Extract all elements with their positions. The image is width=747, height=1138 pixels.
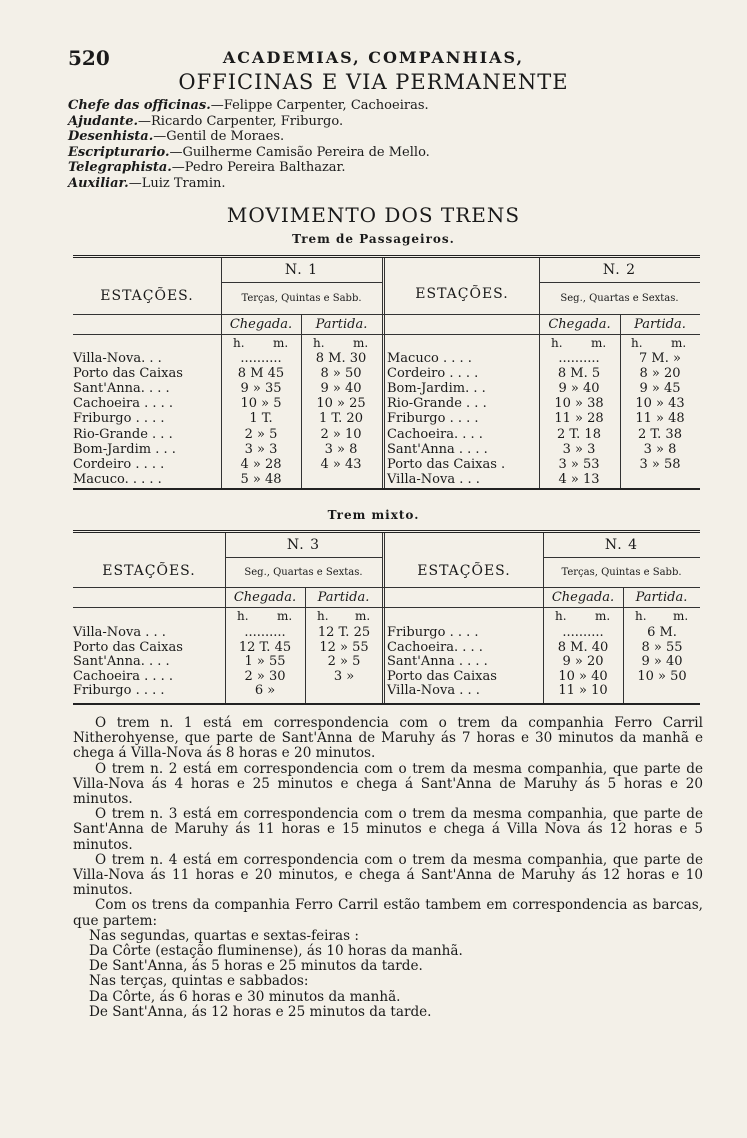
mixed-timetable xyxy=(73,530,700,705)
departure-time: 2 » 5 xyxy=(327,654,361,669)
arrival-time: 2 » 30 xyxy=(244,669,286,684)
staff-name: —Felippe Carpenter, Cachoeiras. xyxy=(210,98,429,113)
departure-time: 4 » 43 xyxy=(320,457,362,472)
arrival-time: 2 T. 18 xyxy=(557,427,601,442)
station-name: Cordeiro . . . . xyxy=(387,366,479,381)
note-paragraph: O trem n. 2 está em correspondencia com o trem da mesma companhia, que parte de Villa-Nova ás 4 horas e 25 minutos e chega á Sant'Anna de Maruhy ás 5 horas e 20 minutos. xyxy=(73,760,703,808)
arrival-time: 3 » 3 xyxy=(562,442,596,457)
arrival-time: 8 M. 40 xyxy=(557,640,609,655)
staff-entry xyxy=(68,176,728,192)
arrival-time: .......... xyxy=(244,625,286,640)
note-paragraph: Com os trens da companhia Ferro Carril estão tambem em correspondencia as barcas, que partem: xyxy=(73,897,703,929)
arrival-time: .......... xyxy=(562,625,604,640)
note-paragraph: O trem n. 1 está em correspondencia com o trem da companhia Ferro Carril Nitherohyense, que parte de Sant'Anna de Maruhy ás 7 horas e 30 minutos da manhã e chega á Villa-Nova ás 8 horas e 20 minutos. xyxy=(73,715,703,762)
arrival-time: 9 » 40 xyxy=(558,381,600,396)
stations-header: ESTAÇÕES. xyxy=(102,563,196,579)
station-name: Cachoeira . . . . xyxy=(73,669,174,684)
arrival-time: 10 » 5 xyxy=(240,396,282,411)
hour-label: h. xyxy=(555,609,567,623)
minute-label: m. xyxy=(673,609,689,623)
staff-role: Desenhista. xyxy=(68,129,154,144)
note-line: Nas terças, quintas e sabbados: xyxy=(89,973,309,990)
train-number: N. 2 xyxy=(602,262,637,278)
staff-role: Chefe das officinas. xyxy=(68,98,211,113)
staff-entry xyxy=(68,114,728,130)
station-name: Friburgo . . . . xyxy=(387,625,479,640)
arrival-time: 3 » 53 xyxy=(558,457,600,472)
arrival-time: 5 » 48 xyxy=(240,472,282,487)
stations-header: ESTAÇÕES. xyxy=(417,563,511,579)
train-days: Terças, Quintas e Sabb. xyxy=(241,293,362,304)
station-name: Villa-Nova. . . xyxy=(73,351,162,366)
minute-label: m. xyxy=(277,609,293,623)
column-rule xyxy=(543,533,544,703)
station-name: Cordeiro . . . . xyxy=(73,457,165,472)
note-paragraph: O trem n. 4 está em correspondencia com o trem da mesma companhia, que parte de Villa-Nova ás 11 horas e 20 minutos, e chega á Sant'Anna de Maruhy ás 12 horas e 10 minutos. xyxy=(73,851,703,899)
station-name: Sant'Anna. . . . xyxy=(73,654,170,669)
departure-header: Partida. xyxy=(317,590,370,605)
arrival-header: Chegada. xyxy=(229,317,293,332)
header-rule xyxy=(73,314,700,315)
passenger-subtitle: Trem de Passageiros. xyxy=(292,232,455,246)
running-title: ACADEMIAS, COMPANHIAS, xyxy=(222,48,525,67)
staff-entry xyxy=(68,145,728,161)
hour-label: h. xyxy=(551,336,563,350)
staff-name: —Ricardo Carpenter, Friburgo. xyxy=(138,113,344,129)
arrival-time: 12 T. 45 xyxy=(238,640,292,655)
arr-dep-rule xyxy=(301,314,302,488)
departure-header: Partida. xyxy=(635,590,688,605)
movement-title: MOVIMENTO DOS TRENS xyxy=(226,203,521,227)
departure-time: 11 » 48 xyxy=(635,411,685,426)
note-line: Da Côrte (estação fluminense), ás 10 horas da manhã. xyxy=(89,943,463,960)
arrival-header: Chegada. xyxy=(551,590,615,605)
train-days: Seg., Quartas e Sextas. xyxy=(560,293,679,304)
arrival-time: 9 » 35 xyxy=(240,381,282,396)
station-name: Porto das Caixas xyxy=(73,640,183,655)
departure-time: 2 » 10 xyxy=(320,427,362,442)
arrival-header: Chegada. xyxy=(233,590,297,605)
passenger-timetable xyxy=(73,255,700,490)
station-name: Villa-Nova . . . xyxy=(387,472,480,487)
station-name: Villa-Nova . . . xyxy=(387,683,480,698)
staff-name: —Guilherme Camisão Pereira de Mello. xyxy=(169,144,430,160)
departure-header: Partida. xyxy=(634,317,686,332)
arrival-time: 3 » 3 xyxy=(244,442,278,457)
train-number: N. 3 xyxy=(286,537,321,553)
departure-time: 8 » 55 xyxy=(641,640,683,655)
departure-time: 12 » 55 xyxy=(319,640,369,655)
arrival-time: 6 » xyxy=(254,683,276,698)
arrival-time: 10 » 38 xyxy=(554,396,604,411)
arrival-time: 1 » 55 xyxy=(244,654,286,669)
departure-time: 2 T. 38 xyxy=(638,427,682,442)
departure-time: 9 » 40 xyxy=(320,381,362,396)
column-rule xyxy=(225,533,226,703)
station-name: Cachoeira. . . . xyxy=(387,427,483,442)
minute-label: m. xyxy=(595,609,611,623)
arrival-time: 2 » 5 xyxy=(244,427,278,442)
section-title: OFFICINAS E VIA PERMANENTE xyxy=(178,70,569,94)
departure-time: 12 T. 25 xyxy=(317,625,371,640)
note-line: Nas segundas, quartas e sextas-feiras : xyxy=(89,927,359,944)
departure-time: 10 » 43 xyxy=(635,396,685,411)
hour-label: h. xyxy=(313,336,325,350)
arrival-time: 9 » 20 xyxy=(562,654,604,669)
minute-label: m. xyxy=(353,336,369,350)
hour-label: h. xyxy=(233,336,245,350)
note-line: De Sant'Anna, ás 5 horas e 25 minutos da tarde. xyxy=(89,958,423,975)
hour-label: h. xyxy=(635,609,647,623)
header-rule xyxy=(221,282,382,283)
departure-time: 3 » xyxy=(333,669,355,684)
staff-list xyxy=(68,98,728,191)
departure-time: 8 » 50 xyxy=(320,366,362,381)
arr-dep-rule xyxy=(620,314,621,488)
note-line: Da Côrte, ás 6 horas e 30 minutos da manhã. xyxy=(89,988,401,1005)
arrival-time: 8 M 45 xyxy=(237,366,285,381)
station-name: Rio-Grande . . . xyxy=(387,396,487,411)
station-name: Friburgo . . . . xyxy=(73,683,165,698)
staff-name: —Luiz Tramin. xyxy=(128,175,226,191)
departure-time: 3 » 8 xyxy=(324,442,358,457)
page-number: 520 xyxy=(68,46,110,70)
header-rule xyxy=(225,557,382,558)
station-name: Porto das Caixas xyxy=(73,366,183,381)
train-number: N. 4 xyxy=(604,537,639,553)
arrival-time: 4 » 13 xyxy=(558,472,600,487)
stations-header: ESTAÇÕES. xyxy=(415,286,509,302)
departure-time: 3 » 58 xyxy=(639,457,681,472)
train-days: Seg., Quartas e Sextas. xyxy=(244,567,363,578)
departure-header: Partida. xyxy=(315,317,368,332)
staff-entry xyxy=(68,160,728,176)
minute-label: m. xyxy=(355,609,371,623)
staff-entry xyxy=(68,98,728,114)
station-name: Bom-Jardim. . . xyxy=(387,381,486,396)
note-line: De Sant'Anna, ás 12 horas e 25 minutos da tarde. xyxy=(89,1003,432,1020)
staff-role: Escripturario. xyxy=(68,144,170,160)
station-name: Cachoeira . . . . xyxy=(73,396,174,411)
station-name: Sant'Anna . . . . xyxy=(387,654,488,669)
departure-time: 8 » 20 xyxy=(639,366,681,381)
station-name: Porto das Caixas . xyxy=(387,457,506,472)
arrival-time: 8 M. 5 xyxy=(557,366,601,381)
minute-label: m. xyxy=(671,336,687,350)
departure-time: 6 M. xyxy=(647,625,677,640)
header-rule xyxy=(543,557,700,558)
station-name: Friburgo . . . . xyxy=(73,411,165,426)
header-rule xyxy=(539,282,700,283)
departure-time: 10 » 50 xyxy=(637,669,687,684)
departure-time: 1 T. 20 xyxy=(319,411,363,426)
arrival-time: .......... xyxy=(240,351,282,366)
arrival-header: Chegada. xyxy=(548,317,611,332)
staff-entry xyxy=(68,129,728,145)
header-rule xyxy=(73,587,700,588)
departure-time: 8 M. 30 xyxy=(315,351,367,366)
minute-label: m. xyxy=(273,336,289,350)
station-name: Bom-Jardim . . . xyxy=(73,442,176,457)
arrival-time: 4 » 28 xyxy=(240,457,282,472)
staff-role: Auxiliar. xyxy=(68,175,129,191)
departure-time: 9 » 40 xyxy=(641,654,683,669)
station-name: Friburgo . . . . xyxy=(387,411,479,426)
staff-name: —Gentil de Moraes. xyxy=(153,129,285,144)
header-rule xyxy=(73,334,700,335)
staff-name: —Pedro Pereira Balthazar. xyxy=(171,160,346,175)
station-name: Sant'Anna . . . . xyxy=(387,442,488,457)
station-name: Macuco . . . . xyxy=(387,351,472,366)
arrival-time: 10 » 40 xyxy=(558,669,608,684)
notes xyxy=(73,716,703,1020)
train-number: N. 1 xyxy=(284,262,319,278)
arrival-time: 11 » 10 xyxy=(558,683,608,698)
stations-header: ESTAÇÕES. xyxy=(100,288,194,304)
hour-label: h. xyxy=(631,336,643,350)
departure-time: 7 M. » xyxy=(639,351,681,366)
arrival-time: .......... xyxy=(558,351,600,366)
station-name: Porto das Caixas xyxy=(387,669,497,684)
departure-time: 10 » 25 xyxy=(316,396,366,411)
departure-time: 9 » 45 xyxy=(639,381,681,396)
arrival-time: 11 » 28 xyxy=(554,411,604,426)
train-days: Terças, Quintas e Sabb. xyxy=(561,567,682,578)
arrival-time: 1 T. xyxy=(249,411,273,426)
station-name: Sant'Anna. . . . xyxy=(73,381,170,396)
departure-time: 3 » 8 xyxy=(643,442,677,457)
staff-role: Telegraphista. xyxy=(68,160,172,175)
station-name: Villa-Nova . . . xyxy=(73,625,166,640)
center-rule xyxy=(382,533,385,703)
staff-role: Ajudante. xyxy=(68,113,139,129)
hour-label: h. xyxy=(317,609,329,623)
station-name: Macuco. . . . . xyxy=(73,472,162,487)
station-name: Rio-Grande . . . xyxy=(73,427,173,442)
station-name: Cachoeira. . . . xyxy=(387,640,483,655)
minute-label: m. xyxy=(591,336,607,350)
hour-label: h. xyxy=(237,609,249,623)
header-rule xyxy=(73,607,700,608)
note-paragraph: O trem n. 3 está em correspondencia com o trem da mesma companhia, que parte de Sant'Anna de Maruhy ás 11 horas e 15 minutos e chega á Villa Nova ás 12 horas e 5 minutos. xyxy=(73,806,703,853)
mixed-subtitle: Trem mixto. xyxy=(327,508,420,522)
